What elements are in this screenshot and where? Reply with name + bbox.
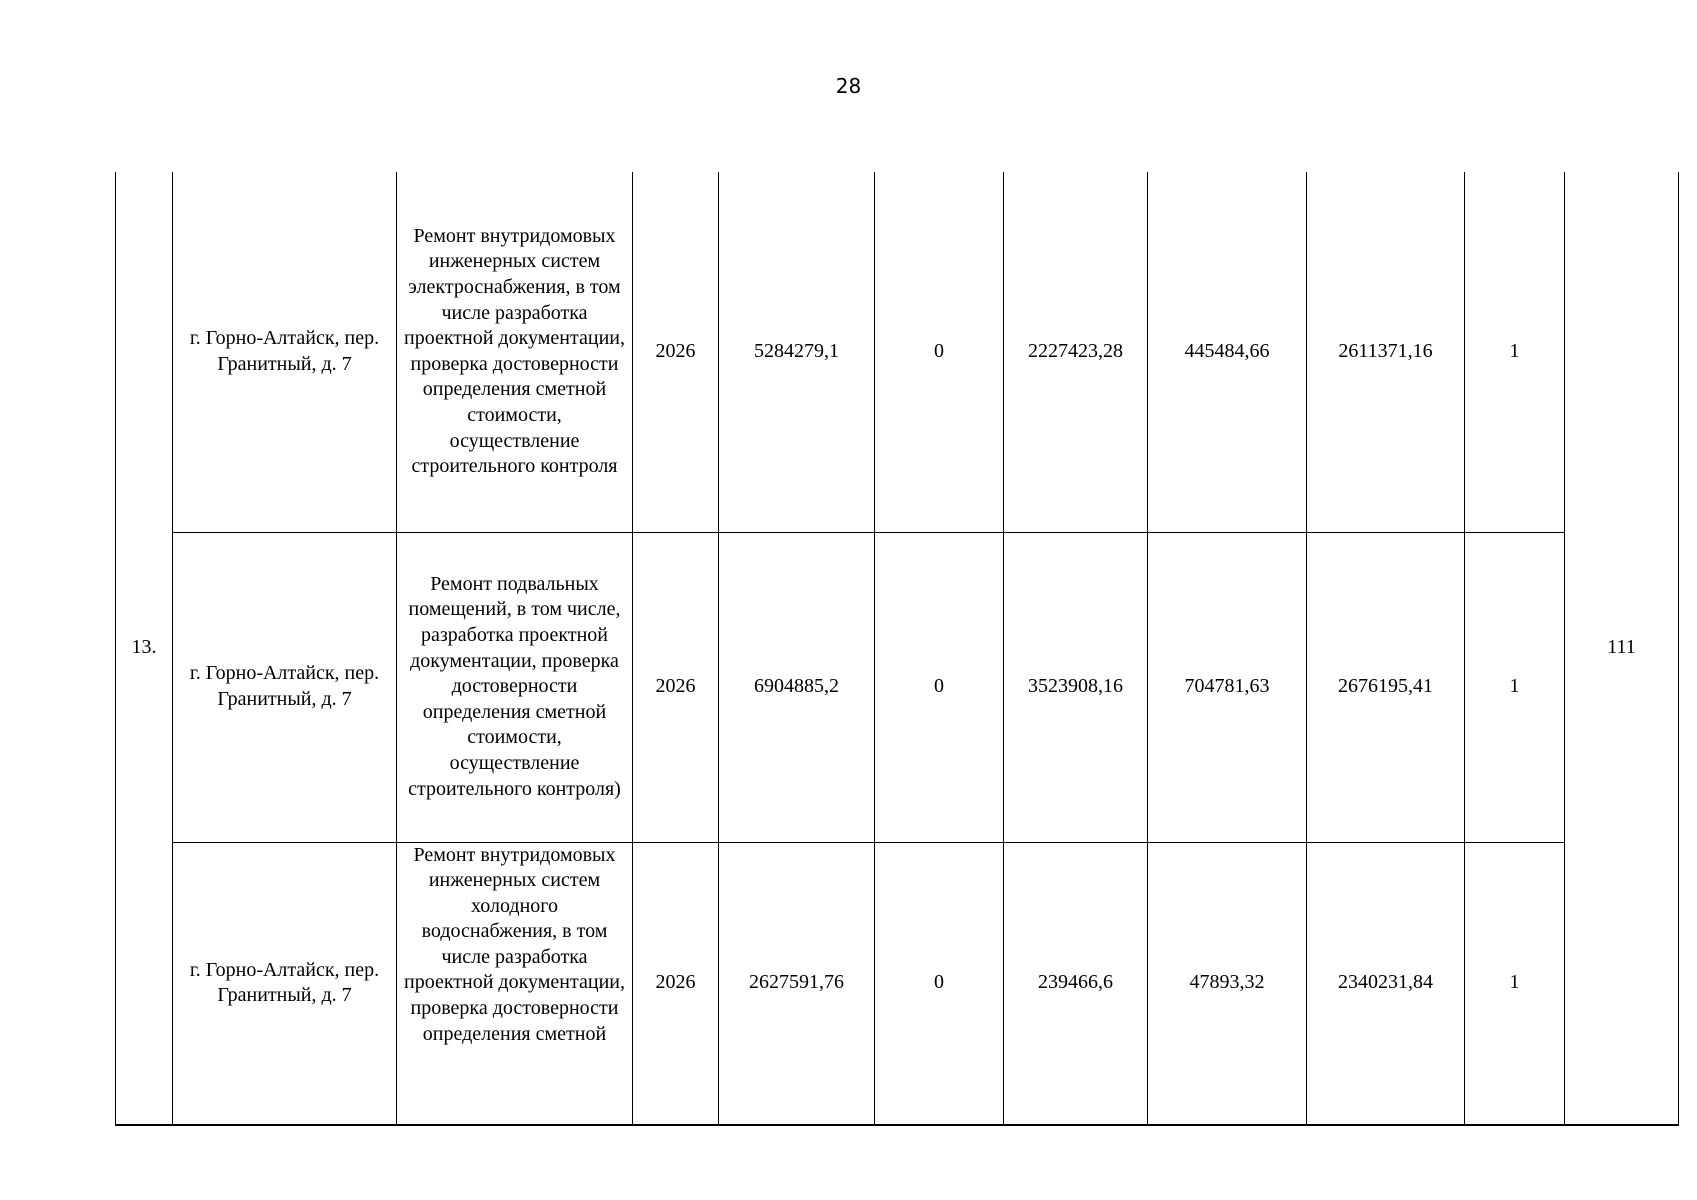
total-cell [719,842,875,1125]
value-d: 2340231,84 [1338,971,1433,994]
table-row [116,842,1679,1125]
address-cell [173,842,397,1125]
year-cell [633,842,719,1125]
value-cell [1004,532,1148,842]
address: г. Горно-Алтайск, пер. Гранитный, д. 7 [189,958,380,1007]
value-cell [1148,172,1307,532]
value-cell [1148,842,1307,1125]
value-cell [1465,842,1565,1125]
value-e: 1 [1509,971,1520,994]
value-cell [1004,172,1148,532]
value-cell [875,532,1004,842]
year: 2026 [655,675,696,698]
table-row [116,532,1679,842]
total-cost: 6904885,2 [754,675,839,698]
value-cell [1465,532,1565,842]
work-description: Ремонт внутридомовых инженерных систем электроснабжения, в том числе разработка проектной документации, проверка достоверности определения сметной стоимости, осуществление строительного контроля [404,224,625,478]
value-cell [1004,842,1148,1125]
value-a: 0 [934,339,944,362]
value-b: 3523908,16 [1028,675,1123,698]
group-number: 13. [131,636,157,659]
page-number: 28 [835,74,862,98]
year: 2026 [655,339,696,362]
year: 2026 [655,971,696,994]
address: г. Горно-Алтайск, пер. Гранитный, д. 7 [189,327,380,375]
address: г. Горно-Алтайск, пер. Гранитный, д. 7 [189,662,380,710]
value-a: 0 [934,971,944,994]
value-cell [875,842,1004,1125]
address-cell [173,172,397,532]
value-cell [1307,532,1465,842]
year-cell [633,532,719,842]
group-number-cell [116,172,173,1125]
value-d: 2676195,41 [1338,675,1433,698]
work-cell [397,842,633,1125]
value-b: 239466,6 [1038,971,1113,994]
capital-repair-table [115,172,1679,1126]
work-cell [397,172,633,532]
value-cell [1148,532,1307,842]
value-cell [875,172,1004,532]
total-cell [719,172,875,532]
work-cell [397,532,633,842]
value-c: 47893,32 [1189,971,1265,994]
value-a: 0 [934,675,944,698]
total-cell [719,532,875,842]
value-cell [1307,172,1465,532]
value-d: 2611371,16 [1338,339,1433,362]
value-e: 1 [1509,339,1520,362]
value-b: 2227423,28 [1028,339,1123,362]
year-cell [633,172,719,532]
group-total-cell [1565,172,1679,1125]
work-description: Ремонт подвальных помещений, в том числе, разработка проектной документации, проверка достоверности определения сметной стоимости, осуществление строительного контроля) [408,572,621,800]
value-e: 1 [1509,675,1520,698]
value-cell [1465,172,1565,532]
value-cell [1307,842,1465,1125]
total-cost: 5284279,1 [754,339,839,362]
value-c: 704781,63 [1184,675,1270,698]
total-cost: 2627591,76 [749,971,844,994]
group-total-count: 111 [1607,636,1636,659]
work-description: Ремонт внутридомовых инженерных систем холодного водоснабжения, в том числе разработка проектной документации, проверка достоверности определения сметной [404,843,625,1045]
value-c: 445484,66 [1184,339,1270,362]
address-cell [173,532,397,842]
table-row [116,172,1679,532]
